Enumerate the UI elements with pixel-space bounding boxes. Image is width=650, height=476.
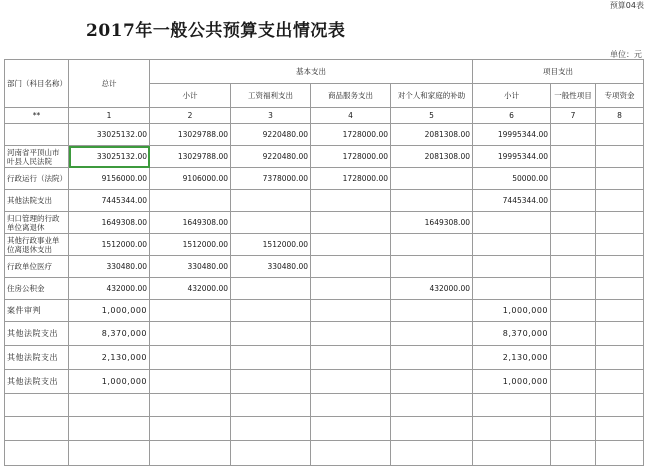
budget-table xyxy=(4,59,644,466)
basic-subtotal-cell[interactable] xyxy=(150,322,231,346)
personal-cell[interactable] xyxy=(391,346,473,370)
index-cell[interactable]: 6 xyxy=(473,108,551,124)
total-cell[interactable] xyxy=(69,417,150,441)
basic-subtotal-cell[interactable]: 13029788.00 xyxy=(150,146,231,168)
general-cell[interactable] xyxy=(551,278,596,300)
table-row xyxy=(5,322,644,346)
general-cell[interactable] xyxy=(551,417,596,441)
salary-cell[interactable] xyxy=(231,394,311,417)
project-subtotal-cell[interactable] xyxy=(473,212,551,234)
special-cell[interactable] xyxy=(596,370,644,394)
table-row xyxy=(5,441,644,466)
special-cell[interactable] xyxy=(596,212,644,234)
salary-cell[interactable] xyxy=(231,300,311,322)
basic-subtotal-cell[interactable] xyxy=(150,441,231,466)
personal-cell[interactable] xyxy=(391,417,473,441)
general-cell[interactable] xyxy=(551,394,596,417)
index-cell[interactable]: 7 xyxy=(551,108,596,124)
salary-cell[interactable]: 1512000.00 xyxy=(231,234,311,256)
project-subtotal-cell[interactable]: 1,000,000 xyxy=(473,300,551,322)
goods-cell[interactable] xyxy=(311,370,391,394)
header-subtotal[interactable]: 小计 xyxy=(150,84,231,108)
project-subtotal-cell[interactable]: 50000.00 xyxy=(473,168,551,190)
header-general[interactable]: 一般性项目 xyxy=(551,84,596,108)
table-row xyxy=(5,168,644,190)
general-cell[interactable] xyxy=(551,300,596,322)
salary-cell[interactable] xyxy=(231,278,311,300)
project-subtotal-cell[interactable] xyxy=(473,256,551,278)
goods-cell[interactable] xyxy=(311,322,391,346)
project-subtotal-cell[interactable] xyxy=(473,417,551,441)
row-name-cell[interactable]: 归口管理的行政单位离退休 xyxy=(5,212,69,234)
row-name-cell[interactable]: 行政单位医疗 xyxy=(5,256,69,278)
salary-cell[interactable]: 9220480.00 xyxy=(231,124,311,146)
row-name-cell[interactable] xyxy=(5,394,69,417)
total-cell[interactable]: 1,000,000 xyxy=(69,370,150,394)
index-cell[interactable]: 4 xyxy=(311,108,391,124)
goods-cell[interactable] xyxy=(311,441,391,466)
special-cell[interactable] xyxy=(596,278,644,300)
row-name-cell[interactable]: 行政运行（法院） xyxy=(5,168,69,190)
header-goods[interactable]: 商品服务支出 xyxy=(311,84,391,108)
special-cell[interactable] xyxy=(596,300,644,322)
project-subtotal-cell[interactable]: 8,370,000 xyxy=(473,322,551,346)
header-special[interactable]: 专项资金 xyxy=(596,84,644,108)
basic-subtotal-cell[interactable] xyxy=(150,190,231,212)
personal-cell[interactable]: 432000.00 xyxy=(391,278,473,300)
personal-cell[interactable] xyxy=(391,441,473,466)
salary-cell[interactable]: 330480.00 xyxy=(231,256,311,278)
basic-subtotal-cell[interactable]: 9106000.00 xyxy=(150,168,231,190)
special-cell[interactable] xyxy=(596,256,644,278)
special-cell[interactable] xyxy=(596,168,644,190)
goods-cell[interactable]: 1728000.00 xyxy=(311,146,391,168)
project-subtotal-cell[interactable] xyxy=(473,234,551,256)
total-cell[interactable]: 7445344.00 xyxy=(69,190,150,212)
row-name-cell[interactable]: 其他法院支出 xyxy=(5,190,69,212)
salary-cell[interactable]: 9220480.00 xyxy=(231,146,311,168)
goods-cell[interactable] xyxy=(311,234,391,256)
row-name-cell[interactable]: 其他行政事业单位离退休支出 xyxy=(5,234,69,256)
basic-subtotal-cell[interactable] xyxy=(150,394,231,417)
table-row xyxy=(5,256,644,278)
total-cell[interactable]: 330480.00 xyxy=(69,256,150,278)
header-personal[interactable]: 对个人和家庭的补助 xyxy=(391,84,473,108)
general-cell[interactable] xyxy=(551,370,596,394)
index-cell[interactable]: 5 xyxy=(391,108,473,124)
row-name-cell[interactable]: 其他法院支出 xyxy=(5,370,69,394)
row-name-cell[interactable]: 河南省平顶山市叶县人民法院 xyxy=(5,146,69,168)
project-subtotal-cell[interactable] xyxy=(473,394,551,417)
table-row xyxy=(5,146,644,168)
project-subtotal-cell[interactable]: 19995344.00 xyxy=(473,146,551,168)
basic-subtotal-cell[interactable] xyxy=(150,300,231,322)
salary-cell[interactable] xyxy=(231,212,311,234)
index-cell[interactable]: 1 xyxy=(69,108,150,124)
header-proj-subtotal[interactable]: 小计 xyxy=(473,84,551,108)
general-cell[interactable] xyxy=(551,441,596,466)
special-cell[interactable] xyxy=(596,394,644,417)
special-cell[interactable] xyxy=(596,417,644,441)
goods-cell[interactable]: 1728000.00 xyxy=(311,124,391,146)
salary-cell[interactable] xyxy=(231,346,311,370)
index-cell[interactable]: 8 xyxy=(596,108,644,124)
total-cell[interactable] xyxy=(69,441,150,466)
special-cell[interactable] xyxy=(596,322,644,346)
general-cell[interactable] xyxy=(551,346,596,370)
project-subtotal-cell[interactable]: 1,000,000 xyxy=(473,370,551,394)
basic-subtotal-cell[interactable]: 1649308.00 xyxy=(150,212,231,234)
header-salary[interactable]: 工资福利支出 xyxy=(231,84,311,108)
table-row xyxy=(5,417,644,441)
general-cell[interactable] xyxy=(551,322,596,346)
goods-cell[interactable] xyxy=(311,278,391,300)
table-row xyxy=(5,370,644,394)
unit-label: 单位：元 xyxy=(610,50,642,59)
total-cell[interactable]: 1512000.00 xyxy=(69,234,150,256)
personal-cell[interactable] xyxy=(391,300,473,322)
total-cell[interactable]: 8,370,000 xyxy=(69,322,150,346)
salary-cell[interactable] xyxy=(231,322,311,346)
table-row xyxy=(5,190,644,212)
table-row xyxy=(5,278,644,300)
project-subtotal-cell[interactable] xyxy=(473,441,551,466)
table-row xyxy=(5,124,644,146)
general-cell[interactable] xyxy=(551,256,596,278)
salary-cell[interactable] xyxy=(231,441,311,466)
salary-cell[interactable] xyxy=(231,190,311,212)
total-cell[interactable]: 1,000,000 xyxy=(69,300,150,322)
goods-cell[interactable] xyxy=(311,394,391,417)
table-row xyxy=(5,394,644,417)
total-cell[interactable] xyxy=(69,394,150,417)
general-cell[interactable] xyxy=(551,124,596,146)
total-cell[interactable]: 2,130,000 xyxy=(69,346,150,370)
basic-subtotal-cell[interactable] xyxy=(150,417,231,441)
special-cell[interactable] xyxy=(596,346,644,370)
table-row xyxy=(5,300,644,322)
basic-subtotal-cell[interactable]: 330480.00 xyxy=(150,256,231,278)
personal-cell[interactable] xyxy=(391,168,473,190)
personal-cell[interactable] xyxy=(391,190,473,212)
salary-cell[interactable]: 7378000.00 xyxy=(231,168,311,190)
total-cell[interactable]: 33025132.00 xyxy=(69,146,150,168)
index-cell[interactable]: 2 xyxy=(150,108,231,124)
table-row xyxy=(5,234,644,256)
project-subtotal-cell[interactable]: 2,130,000 xyxy=(473,346,551,370)
personal-cell[interactable] xyxy=(391,322,473,346)
row-name-cell[interactable] xyxy=(5,417,69,441)
total-cell[interactable]: 432000.00 xyxy=(69,278,150,300)
total-cell[interactable]: 9156000.00 xyxy=(69,168,150,190)
project-subtotal-cell[interactable]: 7445344.00 xyxy=(473,190,551,212)
goods-cell[interactable]: 1728000.00 xyxy=(311,168,391,190)
special-cell[interactable] xyxy=(596,146,644,168)
salary-cell[interactable] xyxy=(231,370,311,394)
header-total[interactable]: 总计 xyxy=(69,60,150,108)
goods-cell[interactable] xyxy=(311,346,391,370)
row-name-cell[interactable]: 其他法院支出 xyxy=(5,346,69,370)
row-name-cell[interactable]: 案件审判 xyxy=(5,300,69,322)
personal-cell[interactable]: 2081308.00 xyxy=(391,124,473,146)
basic-subtotal-cell[interactable] xyxy=(150,370,231,394)
personal-cell[interactable] xyxy=(391,370,473,394)
general-cell[interactable] xyxy=(551,234,596,256)
goods-cell[interactable] xyxy=(311,212,391,234)
project-subtotal-cell[interactable] xyxy=(473,278,551,300)
salary-cell[interactable] xyxy=(231,417,311,441)
basic-subtotal-cell[interactable]: 13029788.00 xyxy=(150,124,231,146)
table-row xyxy=(5,346,644,370)
general-cell[interactable] xyxy=(551,190,596,212)
special-cell[interactable] xyxy=(596,441,644,466)
total-cell[interactable]: 1649308.00 xyxy=(69,212,150,234)
special-cell[interactable] xyxy=(596,234,644,256)
goods-cell[interactable] xyxy=(311,256,391,278)
header-dept[interactable]: 部门（科目名称） xyxy=(5,60,69,108)
index-cell[interactable]: ** xyxy=(5,108,69,124)
total-cell[interactable]: 33025132.00 xyxy=(69,124,150,146)
row-name-cell[interactable] xyxy=(5,124,69,146)
header-project[interactable]: 项目支出 xyxy=(473,60,644,84)
general-cell[interactable] xyxy=(551,146,596,168)
special-cell[interactable] xyxy=(596,124,644,146)
general-cell[interactable] xyxy=(551,212,596,234)
goods-cell[interactable] xyxy=(311,300,391,322)
personal-cell[interactable] xyxy=(391,234,473,256)
special-cell[interactable] xyxy=(596,190,644,212)
basic-subtotal-cell[interactable]: 1512000.00 xyxy=(150,234,231,256)
table-row xyxy=(5,212,644,234)
page-title: 2017年一般公共预算支出情况表 xyxy=(86,21,346,41)
personal-cell[interactable] xyxy=(391,394,473,417)
general-cell[interactable] xyxy=(551,168,596,190)
personal-cell[interactable]: 2081308.00 xyxy=(391,146,473,168)
row-name-cell[interactable]: 其他法院支出 xyxy=(5,322,69,346)
row-name-cell[interactable]: 住房公积金 xyxy=(5,278,69,300)
project-subtotal-cell[interactable]: 19995344.00 xyxy=(473,124,551,146)
personal-cell[interactable]: 1649308.00 xyxy=(391,212,473,234)
form-code: 预算04表 xyxy=(609,1,644,10)
basic-subtotal-cell[interactable]: 432000.00 xyxy=(150,278,231,300)
goods-cell[interactable] xyxy=(311,417,391,441)
header-basic[interactable]: 基本支出 xyxy=(150,60,473,84)
goods-cell[interactable] xyxy=(311,190,391,212)
index-row xyxy=(5,108,644,124)
index-cell[interactable]: 3 xyxy=(231,108,311,124)
personal-cell[interactable] xyxy=(391,256,473,278)
basic-subtotal-cell[interactable] xyxy=(150,346,231,370)
row-name-cell[interactable] xyxy=(5,441,69,466)
